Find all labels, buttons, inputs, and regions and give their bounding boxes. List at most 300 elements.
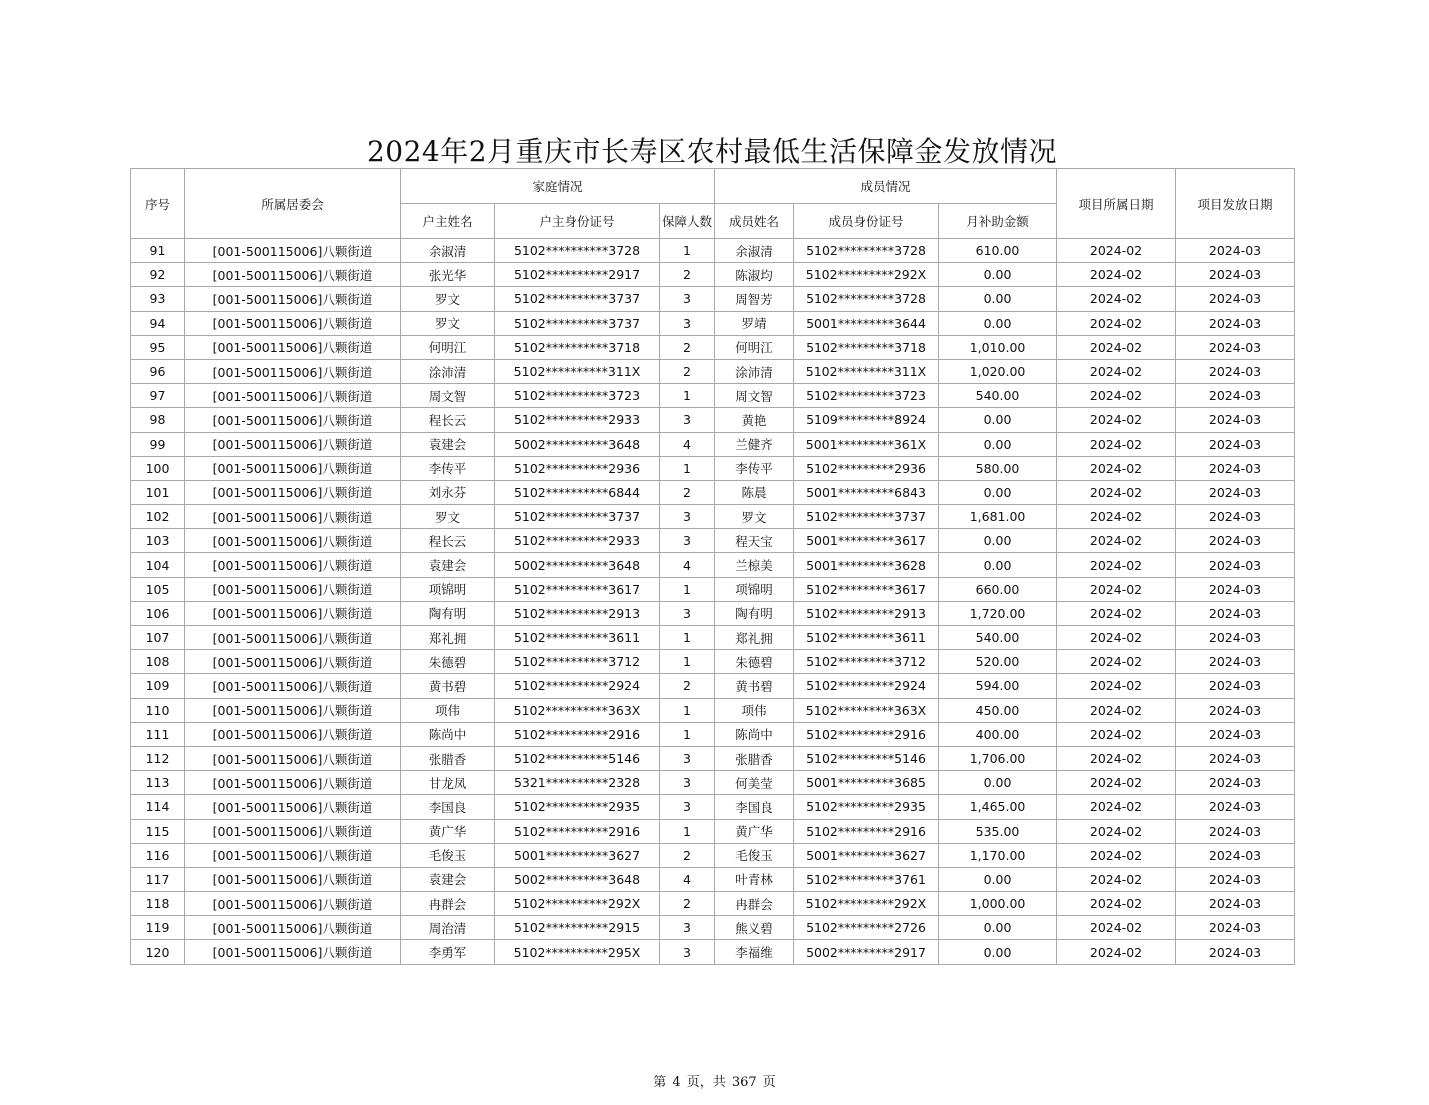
table-row — [131, 626, 1295, 650]
monthly-cell: 1,681.00 — [939, 505, 1057, 529]
head-id-cell: 5102**********2936 — [495, 456, 660, 480]
community-cell: [001-500115006]八颗街道 — [185, 698, 401, 722]
header-member-id: 成员身份证号 — [794, 204, 939, 239]
member-name-cell: 项锦明 — [715, 577, 794, 601]
community-cell: [001-500115006]八颗街道 — [185, 650, 401, 674]
project-date-cell: 2024-02 — [1057, 940, 1176, 964]
head-name-cell: 周文智 — [401, 384, 495, 408]
monthly-cell: 594.00 — [939, 674, 1057, 698]
head-id-cell: 5102**********2933 — [495, 408, 660, 432]
head-name-cell: 李传平 — [401, 456, 495, 480]
table-row — [131, 650, 1295, 674]
seq-cell: 118 — [131, 892, 185, 916]
member-id-cell: 5001*********3617 — [794, 529, 939, 553]
head-id-cell: 5002**********3648 — [495, 553, 660, 577]
member-name-cell: 黄书碧 — [715, 674, 794, 698]
covered-cell: 1 — [660, 577, 715, 601]
issue-date-cell: 2024-03 — [1176, 674, 1295, 698]
community-cell: [001-500115006]八颗街道 — [185, 892, 401, 916]
covered-cell: 2 — [660, 335, 715, 359]
seq-cell: 108 — [131, 650, 185, 674]
covered-cell: 2 — [660, 892, 715, 916]
community-cell: [001-500115006]八颗街道 — [185, 577, 401, 601]
table-row — [131, 867, 1295, 891]
issue-date-cell: 2024-03 — [1176, 892, 1295, 916]
table-row — [131, 940, 1295, 964]
monthly-cell: 520.00 — [939, 650, 1057, 674]
member-name-cell: 项伟 — [715, 698, 794, 722]
head-id-cell: 5102**********2915 — [495, 916, 660, 940]
table-row — [131, 916, 1295, 940]
member-name-cell: 兰健齐 — [715, 432, 794, 456]
member-id-cell: 5102*********3718 — [794, 335, 939, 359]
head-id-cell: 5102**********3737 — [495, 311, 660, 335]
community-cell: [001-500115006]八颗街道 — [185, 287, 401, 311]
head-id-cell: 5002**********3648 — [495, 432, 660, 456]
community-cell: [001-500115006]八颗街道 — [185, 843, 401, 867]
community-cell: [001-500115006]八颗街道 — [185, 456, 401, 480]
community-cell: [001-500115006]八颗街道 — [185, 408, 401, 432]
monthly-cell: 1,465.00 — [939, 795, 1057, 819]
covered-cell: 1 — [660, 722, 715, 746]
member-id-cell: 5102*********3728 — [794, 287, 939, 311]
covered-cell: 3 — [660, 795, 715, 819]
issue-date-cell: 2024-03 — [1176, 698, 1295, 722]
seq-cell: 105 — [131, 577, 185, 601]
issue-date-cell: 2024-03 — [1176, 650, 1295, 674]
project-date-cell: 2024-02 — [1057, 263, 1176, 287]
member-name-cell: 程天宝 — [715, 529, 794, 553]
seq-cell: 103 — [131, 529, 185, 553]
project-date-cell: 2024-02 — [1057, 529, 1176, 553]
table-row — [131, 480, 1295, 504]
head-id-cell: 5102**********3712 — [495, 650, 660, 674]
monthly-cell: 610.00 — [939, 239, 1057, 263]
member-name-cell: 何美莹 — [715, 771, 794, 795]
seq-cell: 95 — [131, 335, 185, 359]
seq-cell: 106 — [131, 601, 185, 625]
monthly-cell: 0.00 — [939, 940, 1057, 964]
head-id-cell: 5102**********311X — [495, 359, 660, 383]
community-cell: [001-500115006]八颗街道 — [185, 746, 401, 770]
member-name-cell: 陈淑均 — [715, 263, 794, 287]
head-name-cell: 陈尚中 — [401, 722, 495, 746]
project-date-cell: 2024-02 — [1057, 432, 1176, 456]
table-row — [131, 795, 1295, 819]
covered-cell: 1 — [660, 626, 715, 650]
table-row — [131, 771, 1295, 795]
project-date-cell: 2024-02 — [1057, 819, 1176, 843]
project-date-cell: 2024-02 — [1057, 335, 1176, 359]
covered-cell: 3 — [660, 771, 715, 795]
monthly-cell: 0.00 — [939, 263, 1057, 287]
community-cell: [001-500115006]八颗街道 — [185, 505, 401, 529]
head-id-cell: 5102**********2917 — [495, 263, 660, 287]
community-cell: [001-500115006]八颗街道 — [185, 819, 401, 843]
seq-cell: 101 — [131, 480, 185, 504]
member-name-cell: 毛俊玉 — [715, 843, 794, 867]
project-date-cell: 2024-02 — [1057, 916, 1176, 940]
project-date-cell: 2024-02 — [1057, 674, 1176, 698]
head-id-cell: 5102**********2916 — [495, 819, 660, 843]
project-date-cell: 2024-02 — [1057, 795, 1176, 819]
issue-date-cell: 2024-03 — [1176, 843, 1295, 867]
table-row — [131, 746, 1295, 770]
project-date-cell: 2024-02 — [1057, 480, 1176, 504]
community-cell: [001-500115006]八颗街道 — [185, 601, 401, 625]
head-name-cell: 罗文 — [401, 505, 495, 529]
seq-cell: 100 — [131, 456, 185, 480]
member-name-cell: 周文智 — [715, 384, 794, 408]
seq-cell: 107 — [131, 626, 185, 650]
head-id-cell: 5102**********292X — [495, 892, 660, 916]
project-date-cell: 2024-02 — [1057, 577, 1176, 601]
covered-cell: 1 — [660, 239, 715, 263]
head-name-cell: 陶有明 — [401, 601, 495, 625]
member-id-cell: 5001*********3628 — [794, 553, 939, 577]
head-id-cell: 5102**********3617 — [495, 577, 660, 601]
member-name-cell: 罗文 — [715, 505, 794, 529]
head-name-cell: 袁建会 — [401, 432, 495, 456]
header-member-name: 成员姓名 — [715, 204, 794, 239]
head-name-cell: 毛俊玉 — [401, 843, 495, 867]
head-id-cell: 5102**********5146 — [495, 746, 660, 770]
head-name-cell: 罗文 — [401, 311, 495, 335]
project-date-cell: 2024-02 — [1057, 771, 1176, 795]
issue-date-cell: 2024-03 — [1176, 577, 1295, 601]
member-name-cell: 罗靖 — [715, 311, 794, 335]
issue-date-cell: 2024-03 — [1176, 940, 1295, 964]
covered-cell: 4 — [660, 432, 715, 456]
member-name-cell: 熊义碧 — [715, 916, 794, 940]
head-name-cell: 周治清 — [401, 916, 495, 940]
covered-cell: 1 — [660, 456, 715, 480]
member-id-cell: 5102*********2924 — [794, 674, 939, 698]
member-name-cell: 陈晨 — [715, 480, 794, 504]
community-cell: [001-500115006]八颗街道 — [185, 867, 401, 891]
member-id-cell: 5102*********311X — [794, 359, 939, 383]
seq-cell: 117 — [131, 867, 185, 891]
table-row — [131, 432, 1295, 456]
member-name-cell: 陈尚中 — [715, 722, 794, 746]
project-date-cell: 2024-02 — [1057, 359, 1176, 383]
member-name-cell: 余淑清 — [715, 239, 794, 263]
header-head-id: 户主身份证号 — [495, 204, 660, 239]
head-id-cell: 5102**********2913 — [495, 601, 660, 625]
seq-cell: 114 — [131, 795, 185, 819]
issue-date-cell: 2024-03 — [1176, 311, 1295, 335]
issue-date-cell: 2024-03 — [1176, 505, 1295, 529]
header-member-group: 成员情况 — [715, 169, 1057, 204]
project-date-cell: 2024-02 — [1057, 553, 1176, 577]
issue-date-cell: 2024-03 — [1176, 553, 1295, 577]
member-id-cell: 5102*********3728 — [794, 239, 939, 263]
monthly-cell: 0.00 — [939, 311, 1057, 335]
community-cell: [001-500115006]八颗街道 — [185, 940, 401, 964]
seq-cell: 96 — [131, 359, 185, 383]
table-row — [131, 577, 1295, 601]
head-name-cell: 涂沛清 — [401, 359, 495, 383]
page-title: 2024年2月重庆市长寿区农村最低生活保障金发放情况 — [366, 135, 1058, 168]
head-id-cell: 5102**********6844 — [495, 480, 660, 504]
issue-date-cell: 2024-03 — [1176, 432, 1295, 456]
issue-date-cell: 2024-03 — [1176, 408, 1295, 432]
header-project-date: 项目所属日期 — [1057, 169, 1176, 239]
project-date-cell: 2024-02 — [1057, 626, 1176, 650]
member-id-cell: 5102*********3761 — [794, 867, 939, 891]
project-date-cell: 2024-02 — [1057, 892, 1176, 916]
issue-date-cell: 2024-03 — [1176, 239, 1295, 263]
head-name-cell: 甘龙凤 — [401, 771, 495, 795]
monthly-cell: 660.00 — [939, 577, 1057, 601]
table-row — [131, 722, 1295, 746]
table-row — [131, 239, 1295, 263]
seq-cell: 110 — [131, 698, 185, 722]
head-name-cell: 张光华 — [401, 263, 495, 287]
monthly-cell: 0.00 — [939, 529, 1057, 553]
member-id-cell: 5001*********361X — [794, 432, 939, 456]
monthly-cell: 0.00 — [939, 432, 1057, 456]
seq-cell: 119 — [131, 916, 185, 940]
member-name-cell: 涂沛清 — [715, 359, 794, 383]
seq-cell: 94 — [131, 311, 185, 335]
head-name-cell: 刘永芬 — [401, 480, 495, 504]
issue-date-cell: 2024-03 — [1176, 480, 1295, 504]
covered-cell: 3 — [660, 287, 715, 311]
member-name-cell: 冉群会 — [715, 892, 794, 916]
table-row — [131, 601, 1295, 625]
monthly-cell: 540.00 — [939, 626, 1057, 650]
covered-cell: 3 — [660, 940, 715, 964]
monthly-cell: 0.00 — [939, 867, 1057, 891]
head-name-cell: 黄广华 — [401, 819, 495, 843]
community-cell: [001-500115006]八颗街道 — [185, 674, 401, 698]
project-date-cell: 2024-02 — [1057, 601, 1176, 625]
seq-cell: 93 — [131, 287, 185, 311]
community-cell: [001-500115006]八颗街道 — [185, 263, 401, 287]
monthly-cell: 540.00 — [939, 384, 1057, 408]
member-id-cell: 5102*********3723 — [794, 384, 939, 408]
project-date-cell: 2024-02 — [1057, 843, 1176, 867]
issue-date-cell: 2024-03 — [1176, 795, 1295, 819]
issue-date-cell: 2024-03 — [1176, 722, 1295, 746]
head-name-cell: 项伟 — [401, 698, 495, 722]
member-name-cell: 朱德碧 — [715, 650, 794, 674]
community-cell: [001-500115006]八颗街道 — [185, 529, 401, 553]
monthly-cell: 0.00 — [939, 771, 1057, 795]
community-cell: [001-500115006]八颗街道 — [185, 795, 401, 819]
member-id-cell: 5002*********2917 — [794, 940, 939, 964]
seq-cell: 116 — [131, 843, 185, 867]
monthly-cell: 450.00 — [939, 698, 1057, 722]
head-id-cell: 5102**********3611 — [495, 626, 660, 650]
header-monthly: 月补助金额 — [939, 204, 1057, 239]
community-cell: [001-500115006]八颗街道 — [185, 553, 401, 577]
covered-cell: 3 — [660, 529, 715, 553]
member-id-cell: 5102*********5146 — [794, 746, 939, 770]
member-name-cell: 陶有明 — [715, 601, 794, 625]
head-name-cell: 何明江 — [401, 335, 495, 359]
monthly-cell: 1,010.00 — [939, 335, 1057, 359]
issue-date-cell: 2024-03 — [1176, 287, 1295, 311]
table-row — [131, 335, 1295, 359]
header-seq: 序号 — [131, 169, 185, 239]
community-cell: [001-500115006]八颗街道 — [185, 359, 401, 383]
seq-cell: 92 — [131, 263, 185, 287]
header-family-group: 家庭情况 — [401, 169, 715, 204]
head-name-cell: 程长云 — [401, 408, 495, 432]
table-row — [131, 287, 1295, 311]
covered-cell: 2 — [660, 263, 715, 287]
subsidy-table — [130, 168, 1295, 965]
head-name-cell: 冉群会 — [401, 892, 495, 916]
issue-date-cell: 2024-03 — [1176, 819, 1295, 843]
head-name-cell: 郑礼拥 — [401, 626, 495, 650]
project-date-cell: 2024-02 — [1057, 867, 1176, 891]
head-name-cell: 李勇军 — [401, 940, 495, 964]
covered-cell: 2 — [660, 480, 715, 504]
table-row — [131, 553, 1295, 577]
community-cell: [001-500115006]八颗街道 — [185, 239, 401, 263]
header-community: 所属居委会 — [185, 169, 401, 239]
head-name-cell: 李国良 — [401, 795, 495, 819]
monthly-cell: 1,000.00 — [939, 892, 1057, 916]
issue-date-cell: 2024-03 — [1176, 384, 1295, 408]
monthly-cell: 0.00 — [939, 480, 1057, 504]
table-row — [131, 311, 1295, 335]
project-date-cell: 2024-02 — [1057, 698, 1176, 722]
issue-date-cell: 2024-03 — [1176, 529, 1295, 553]
table-header — [131, 169, 1295, 239]
community-cell: [001-500115006]八颗街道 — [185, 384, 401, 408]
head-id-cell: 5102**********3728 — [495, 239, 660, 263]
member-name-cell: 兰椋美 — [715, 553, 794, 577]
table-row — [131, 384, 1295, 408]
table-row — [131, 843, 1295, 867]
seq-cell: 112 — [131, 746, 185, 770]
monthly-cell: 535.00 — [939, 819, 1057, 843]
member-id-cell: 5102*********363X — [794, 698, 939, 722]
member-id-cell: 5102*********3737 — [794, 505, 939, 529]
head-id-cell: 5102**********3723 — [495, 384, 660, 408]
monthly-cell: 1,170.00 — [939, 843, 1057, 867]
head-name-cell: 项锦明 — [401, 577, 495, 601]
project-date-cell: 2024-02 — [1057, 311, 1176, 335]
head-id-cell: 5002**********3648 — [495, 867, 660, 891]
community-cell: [001-500115006]八颗街道 — [185, 916, 401, 940]
header-head-name: 户主姓名 — [401, 204, 495, 239]
member-name-cell: 黄艳 — [715, 408, 794, 432]
seq-cell: 99 — [131, 432, 185, 456]
head-id-cell: 5321**********2328 — [495, 771, 660, 795]
covered-cell: 2 — [660, 843, 715, 867]
head-id-cell: 5001**********3627 — [495, 843, 660, 867]
issue-date-cell: 2024-03 — [1176, 359, 1295, 383]
page-footer: 第 4 页，共 367 页 — [653, 1075, 776, 1090]
monthly-cell: 0.00 — [939, 408, 1057, 432]
member-id-cell: 5001*********6843 — [794, 480, 939, 504]
covered-cell: 3 — [660, 916, 715, 940]
head-name-cell: 袁建会 — [401, 867, 495, 891]
issue-date-cell: 2024-03 — [1176, 335, 1295, 359]
issue-date-cell: 2024-03 — [1176, 456, 1295, 480]
member-name-cell: 李国良 — [715, 795, 794, 819]
project-date-cell: 2024-02 — [1057, 456, 1176, 480]
seq-cell: 102 — [131, 505, 185, 529]
head-id-cell: 5102**********3737 — [495, 505, 660, 529]
table-row — [131, 892, 1295, 916]
head-id-cell: 5102**********295X — [495, 940, 660, 964]
issue-date-cell: 2024-03 — [1176, 916, 1295, 940]
head-name-cell: 黄书碧 — [401, 674, 495, 698]
member-id-cell: 5102*********292X — [794, 263, 939, 287]
head-name-cell: 程长云 — [401, 529, 495, 553]
member-id-cell: 5102*********2936 — [794, 456, 939, 480]
header-issue-date: 项目发放日期 — [1176, 169, 1295, 239]
community-cell: [001-500115006]八颗街道 — [185, 335, 401, 359]
project-date-cell: 2024-02 — [1057, 650, 1176, 674]
member-id-cell: 5102*********2916 — [794, 819, 939, 843]
member-id-cell: 5102*********2916 — [794, 722, 939, 746]
covered-cell: 2 — [660, 674, 715, 698]
member-id-cell: 5102*********292X — [794, 892, 939, 916]
member-name-cell: 何明江 — [715, 335, 794, 359]
seq-cell: 111 — [131, 722, 185, 746]
community-cell: [001-500115006]八颗街道 — [185, 432, 401, 456]
head-name-cell: 罗文 — [401, 287, 495, 311]
member-id-cell: 5109*********8924 — [794, 408, 939, 432]
covered-cell: 4 — [660, 867, 715, 891]
issue-date-cell: 2024-03 — [1176, 601, 1295, 625]
seq-cell: 97 — [131, 384, 185, 408]
covered-cell: 3 — [660, 311, 715, 335]
monthly-cell: 0.00 — [939, 916, 1057, 940]
head-id-cell: 5102**********2924 — [495, 674, 660, 698]
covered-cell: 3 — [660, 408, 715, 432]
monthly-cell: 400.00 — [939, 722, 1057, 746]
covered-cell: 1 — [660, 384, 715, 408]
seq-cell: 98 — [131, 408, 185, 432]
seq-cell: 109 — [131, 674, 185, 698]
member-name-cell: 叶青林 — [715, 867, 794, 891]
project-date-cell: 2024-02 — [1057, 287, 1176, 311]
member-name-cell: 张腊香 — [715, 746, 794, 770]
head-id-cell: 5102**********363X — [495, 698, 660, 722]
community-cell: [001-500115006]八颗街道 — [185, 480, 401, 504]
project-date-cell: 2024-02 — [1057, 408, 1176, 432]
head-id-cell: 5102**********3718 — [495, 335, 660, 359]
issue-date-cell: 2024-03 — [1176, 771, 1295, 795]
monthly-cell: 1,720.00 — [939, 601, 1057, 625]
community-cell: [001-500115006]八颗街道 — [185, 626, 401, 650]
member-name-cell: 黄广华 — [715, 819, 794, 843]
covered-cell: 1 — [660, 650, 715, 674]
member-name-cell: 周智芳 — [715, 287, 794, 311]
table-row — [131, 819, 1295, 843]
head-name-cell: 朱德碧 — [401, 650, 495, 674]
covered-cell: 2 — [660, 359, 715, 383]
covered-cell: 3 — [660, 601, 715, 625]
project-date-cell: 2024-02 — [1057, 722, 1176, 746]
seq-cell: 115 — [131, 819, 185, 843]
table-row — [131, 674, 1295, 698]
member-name-cell: 李传平 — [715, 456, 794, 480]
issue-date-cell: 2024-03 — [1176, 867, 1295, 891]
member-id-cell: 5102*********2935 — [794, 795, 939, 819]
covered-cell: 3 — [660, 505, 715, 529]
covered-cell: 4 — [660, 553, 715, 577]
issue-date-cell: 2024-03 — [1176, 746, 1295, 770]
